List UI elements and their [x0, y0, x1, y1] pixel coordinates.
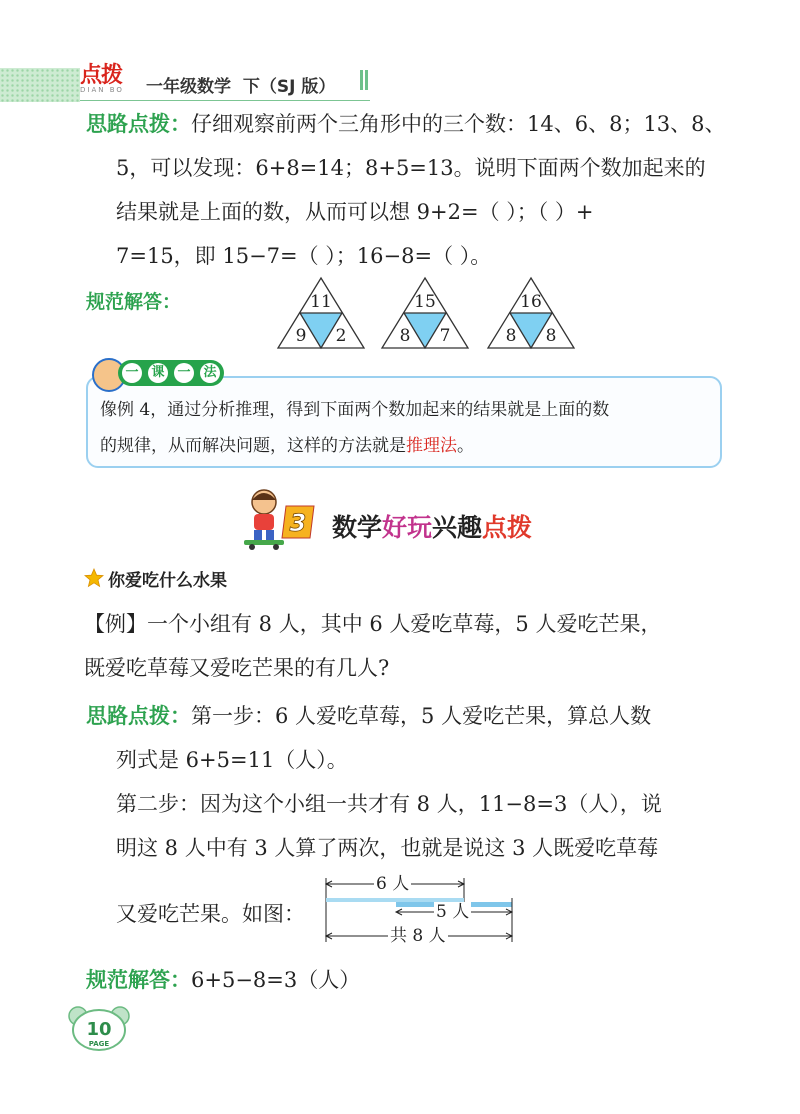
tip-badge — [92, 358, 232, 390]
diagram-top-label: 6 人 — [376, 874, 410, 894]
triangle-1-left: 9 — [295, 326, 307, 346]
hint1-line2: 5，可以发现：6+8=14；8+5=13。说明下面两个数加起来的 — [116, 156, 706, 180]
hint1-line1: 思路点拨：仔细观察前两个三角形中的三个数：14、6、8；13、8、 — [86, 112, 726, 136]
header-pattern-band — [0, 68, 80, 102]
page-number-badge — [68, 1004, 130, 1052]
hint1-line4: 7=15，即 15−7=（ ）；16−8=（ ）。 — [116, 244, 492, 268]
overlap-bar-diagram — [322, 872, 522, 952]
number-triangle-3 — [486, 276, 576, 350]
triangle-1-right: 2 — [335, 326, 347, 346]
svg-text:10: 10 — [86, 1019, 112, 1040]
hint2-line1: 思路点拨：第一步：6 人爱吃草莓，5 人爱吃芒果，算总人数 — [86, 704, 652, 728]
hint2-line3: 第二步：因为这个小组一共才有 8 人，11−8=3（人），说 — [116, 792, 662, 816]
dianbo-logo — [80, 64, 136, 102]
triangle-2-right: 7 — [439, 326, 451, 346]
svg-text:PAGE: PAGE — [88, 1040, 110, 1048]
answer2-label: 规范解答： — [86, 968, 191, 992]
hint2-line2: 列式是 6+5=11（人）。 — [116, 748, 348, 772]
tip-pill: 一 课 一 法 — [118, 360, 224, 386]
hint1-line3: 结果就是上面的数，从而可以想 9+2=（ ）；（ ）+ — [116, 200, 594, 224]
triangle-2-left: 8 — [399, 326, 411, 346]
topic-title: 你爱吃什么水果 — [108, 571, 227, 591]
book-title: 一年级数学 下（SJ 版） — [146, 77, 336, 97]
answer1-label: 规范解答： — [86, 291, 182, 313]
answer2-line: 规范解答：6+5−8=3（人） — [86, 968, 361, 992]
example-line1: 【例】一个小组有 8 人，其中 6 人爱吃草莓，5 人爱吃芒果， — [84, 612, 662, 636]
example-line2: 既爱吃草莓又爱吃芒果的有几人? — [84, 656, 390, 680]
tip-text: 像例 4，通过分析推理，得到下面两个数加起来的结果就是上面的数 的规律，从而解决问题，这样的方法就是推理法。 — [100, 400, 610, 456]
hint2-line4: 明这 8 人中有 3 人算了两次，也就是说这 3 人既爱吃草莓 — [116, 836, 659, 860]
triangle-3-top: 16 — [520, 292, 542, 312]
triangle-2-top: 15 — [414, 292, 436, 312]
number-triangle-1 — [276, 276, 366, 350]
header-bars-decoration — [360, 70, 370, 94]
section-title: 数学好玩兴趣点拨 — [332, 513, 533, 542]
logo-text: 点拨 — [80, 63, 123, 88]
diagram-bottom-label: 共 8 人 — [390, 926, 446, 946]
number-triangle-2 — [380, 276, 470, 350]
hint2-label: 思路点拨： — [86, 704, 191, 728]
header-divider — [80, 100, 370, 101]
logo-subtext: DIAN BO — [80, 86, 124, 94]
hint1-label: 思路点拨： — [86, 112, 191, 136]
svg-text:3: 3 — [289, 509, 307, 537]
hint2-line5: 又爱吃芒果。如图： — [116, 902, 305, 926]
example-tag: 【例】 — [84, 612, 147, 636]
diagram-mid-label: 5 人 — [436, 902, 470, 922]
tip-highlight: 推理法 — [406, 436, 457, 456]
triangle-3-right: 8 — [545, 326, 557, 346]
triangle-3-left: 8 — [505, 326, 517, 346]
star-icon — [84, 568, 104, 588]
triangle-1-top: 11 — [310, 292, 332, 312]
